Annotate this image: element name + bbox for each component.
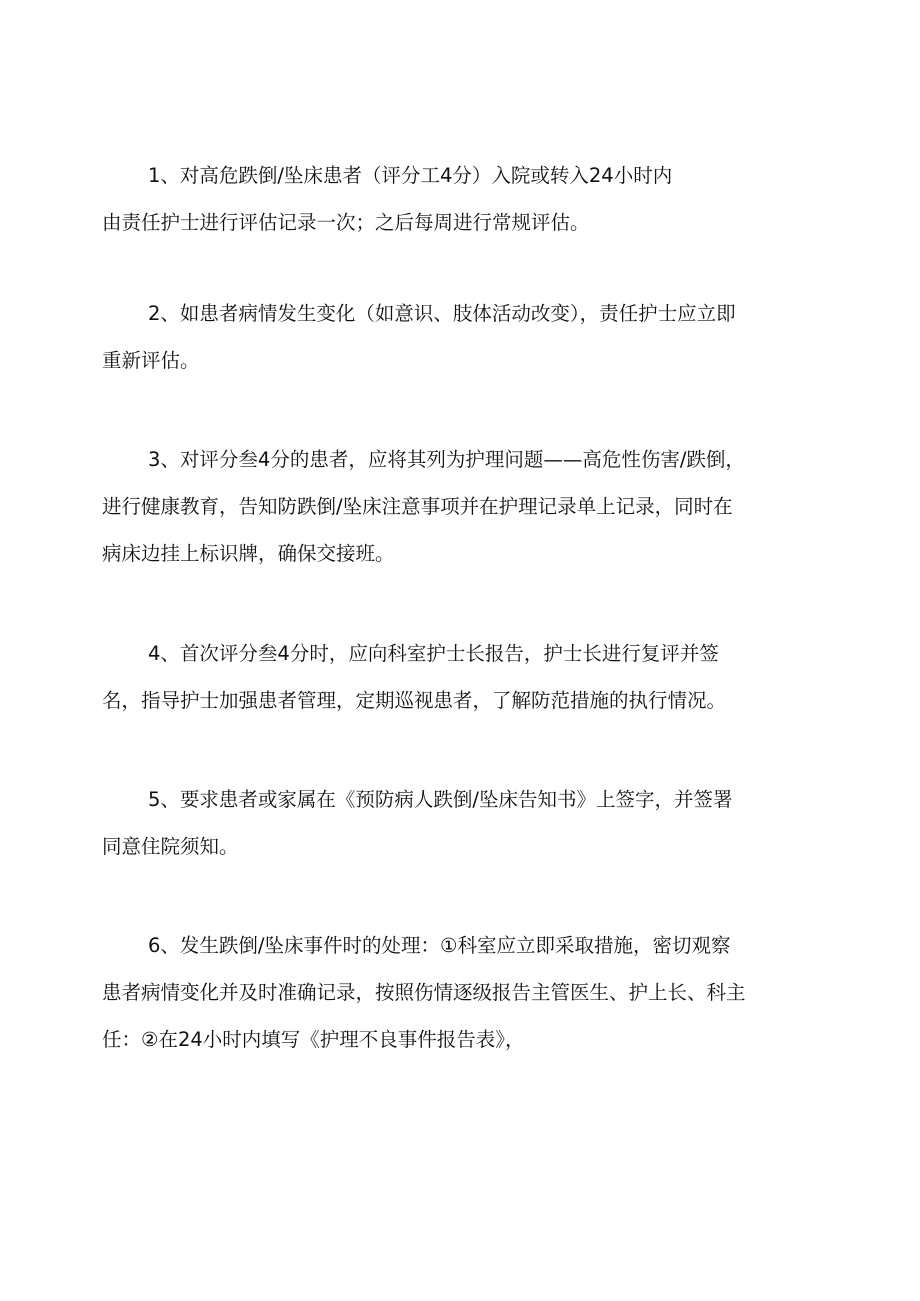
paragraph-4 [102, 630, 822, 724]
paragraph-1 [102, 152, 822, 246]
paragraph-line: 进行健康教育，告知防跌倒/坠床注意事项并在护理记录单上记录，同时在 [102, 495, 733, 518]
paragraph-5 [102, 776, 822, 870]
paragraph-line: 2、如患者病情发生变化（如意识、肢体活动改变），责任护士应立即 [148, 302, 736, 325]
paragraph-line: 1、对高危跌倒/坠床患者（评分工4分）入院或转入24小时内 [148, 164, 673, 187]
paragraph-line: 重新评估。 [102, 349, 200, 372]
paragraph-6 [102, 922, 822, 1063]
paragraph-line: 由责任护士进行评估记录一次；之后每周进行常规评估。 [102, 211, 590, 234]
paragraph-line: 名，指导护士加强患者管理，定期巡视患者，了解防范措施的执行情况。 [102, 689, 727, 712]
paragraph-line: 5、要求患者或家属在《预防病人跌倒/坠床告知书》上签字，并签署 [148, 788, 733, 811]
paragraph-line: 3、对评分叁4分的患者，应将其列为护理问题——高危性伤害/跌倒， [148, 448, 745, 471]
paragraph-line: 同意住院须知。 [102, 835, 239, 858]
paragraph-3 [102, 436, 822, 577]
paragraph-line: 患者病情变化并及时准确记录，按照伤情逐级报告主管医生、护上长、科主 [102, 981, 746, 1004]
paragraph-2 [102, 290, 822, 384]
paragraph-line: 任：②在24小时内填写《护理不良事件报告表》， [102, 1028, 525, 1051]
paragraph-line: 病床边挂上标识牌，确保交接班。 [102, 542, 395, 565]
paragraph-line: 6、发生跌倒/坠床事件时的处理：①科室应立即采取措施，密切观察 [148, 934, 731, 957]
paragraph-line: 4、首次评分叁4分时，应向科室护士长报告，护士长进行复评并签 [148, 642, 719, 665]
